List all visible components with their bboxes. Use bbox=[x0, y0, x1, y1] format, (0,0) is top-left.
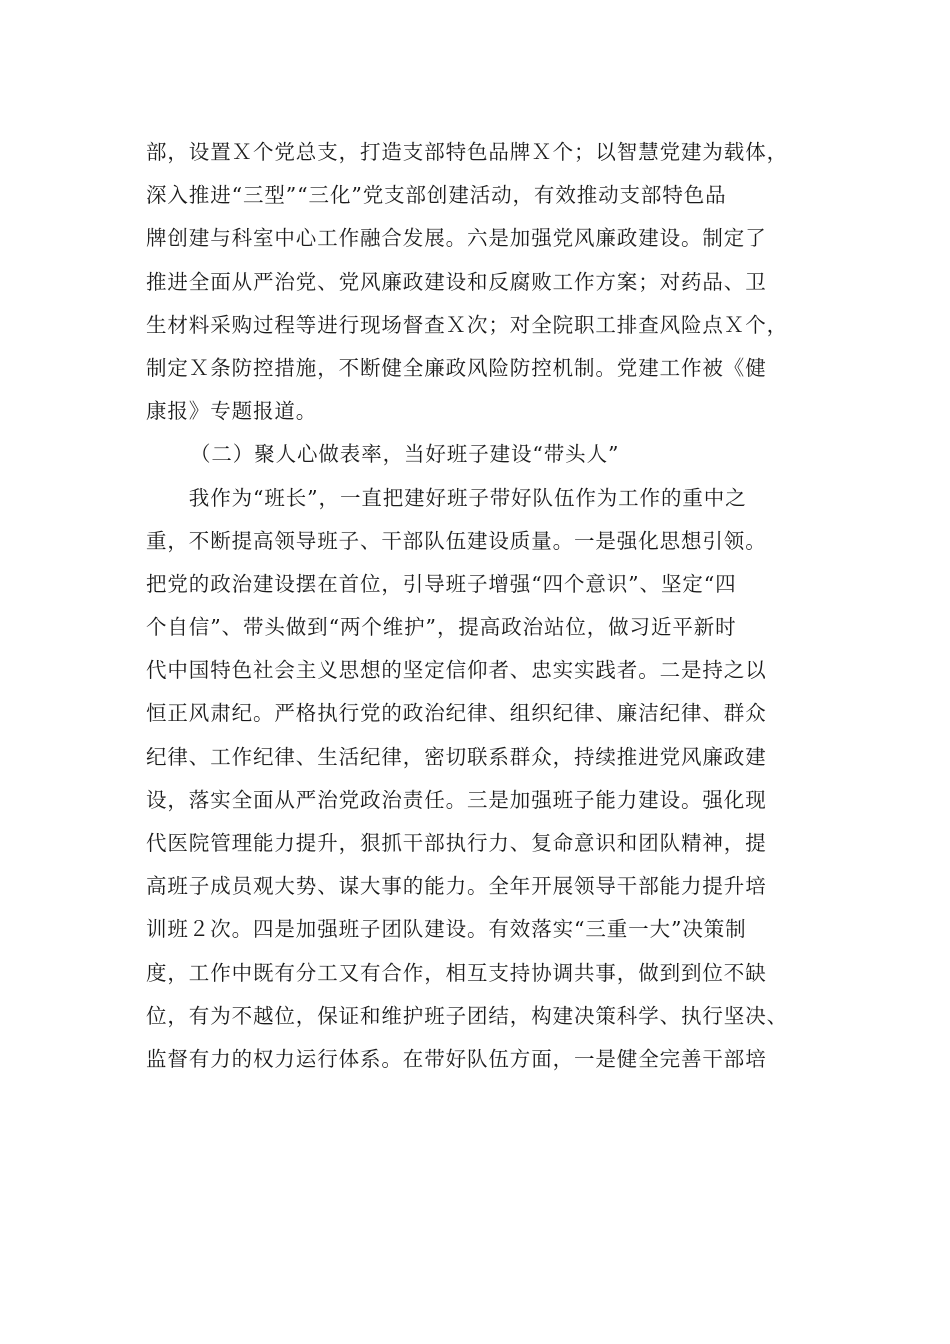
paragraph-team-building bbox=[146, 477, 811, 1082]
text-line: 代医院管理能力提升，狠抓干部执行力、复命意识和团队精神，提 bbox=[146, 831, 767, 855]
text-line: 代中国特色社会主义思想的坚定信仰者、忠实实践者。二是持之以 bbox=[146, 658, 767, 683]
text-line: 设，落实全面从严治党政治责任。三是加强班子能力建设。强化现 bbox=[146, 787, 767, 812]
text-line: 恒正风肃纪。严格执行党的政治纪律、组织纪律、廉洁纪律、群众 bbox=[146, 701, 767, 726]
text-line: 纪律、工作纪律、生活纪律，密切联系群众，持续推进党风廉政建 bbox=[146, 744, 767, 769]
text-line: 度，工作中既有分工又有合作，相互支持协调共事，做到到位不缺 bbox=[146, 960, 767, 985]
document-body bbox=[146, 131, 811, 1081]
section-heading: （二）聚人心做表率，当好班子建设“带头人” bbox=[190, 442, 620, 467]
text-line: 部，设置Ｘ个党总支，打造支部特色品牌Ｘ个；以智慧党建为载体， bbox=[146, 140, 788, 164]
text-line: 监督有力的权力运行体系。在带好队伍方面，一是健全完善干部培 bbox=[146, 1046, 767, 1071]
text-line: 重，不断提高领导班子、干部队伍建设质量。一是强化思想引领。 bbox=[146, 528, 767, 553]
text-line: 位，有为不越位，保证和维护班子团结，构建决策科学、执行坚决、 bbox=[146, 1003, 788, 1028]
text-line: 把党的政治建设摆在首位，引导班子增强“四个意识”、坚定“四 bbox=[146, 571, 737, 596]
text-line: 训班２次。四是加强班子团队建设。有效落实“三重一大”决策制 bbox=[146, 917, 747, 942]
text-line: 深入推进“三型”“三化”党支部创建活动，有效推动支部特色品 bbox=[146, 183, 727, 208]
text-line: 个自信”、带头做到“两个维护”，提高政治站位，做习近平新时 bbox=[146, 615, 737, 640]
text-line: 生材料采购过程等进行现场督查Ｘ次；对全院职工排查风险点Ｘ个， bbox=[146, 312, 788, 337]
text-line: 高班子成员观大势、谋大事的能力。全年开展领导干部能力提升培 bbox=[146, 874, 767, 899]
paragraph-party-building bbox=[146, 131, 811, 433]
text-line: 康报》专题报道。 bbox=[146, 399, 318, 424]
text-line: 推进全面从严治党、党风廉政建设和反腐败工作方案；对药品、卫 bbox=[146, 269, 767, 294]
text-line: 牌创建与科室中心工作融合发展。六是加强党风廉政建设。制定了 bbox=[146, 226, 767, 251]
text-line: 制定Ｘ条防控措施，不断健全廉政风险防控机制。党建工作被《健 bbox=[146, 355, 767, 380]
text-line: 我作为“班长”，一直把建好班子带好队伍作为工作的重中之 bbox=[146, 485, 747, 510]
